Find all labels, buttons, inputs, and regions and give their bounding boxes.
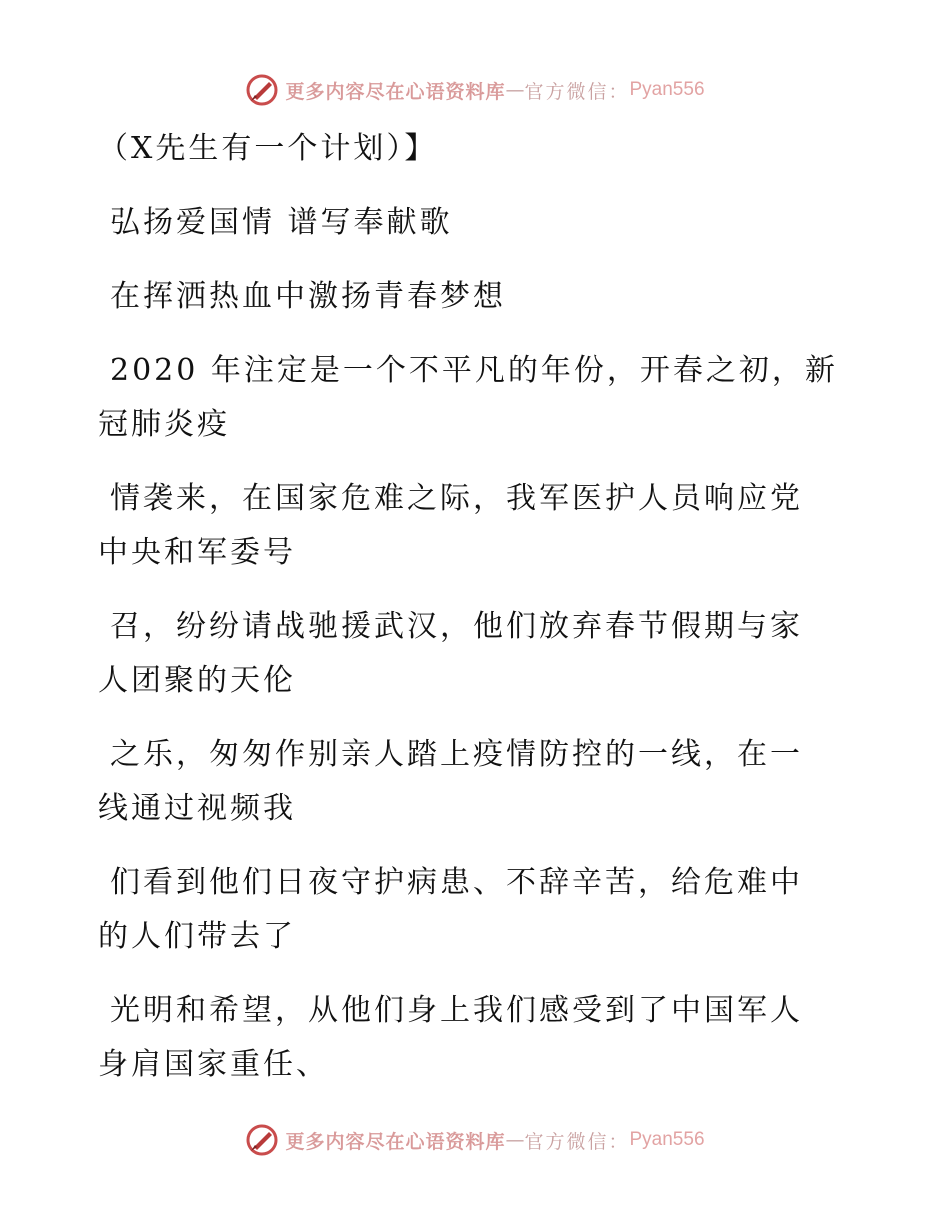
text-line: 的人们带去了 xyxy=(98,919,296,954)
paragraph-2 xyxy=(98,270,858,324)
watermark-official-label: 官方微信： xyxy=(524,1130,630,1153)
paragraph-8 xyxy=(98,984,858,1092)
watermark-dash: — xyxy=(505,79,525,101)
watermark-brand-text: 更多内容尽在心语资料库 xyxy=(285,80,506,103)
paragraph-5 xyxy=(98,600,858,708)
text-line: 光明和希望，从他们身上我们感受到了中国军人 xyxy=(110,993,803,1028)
text-line: 冠肺炎疫 xyxy=(98,407,230,442)
brand-logo-icon xyxy=(245,73,279,107)
text-line: 人团聚的天伦 xyxy=(98,663,296,698)
watermark-wechat-id: Pyan556 xyxy=(629,1129,705,1150)
watermark-official-label: 官方微信： xyxy=(524,80,630,103)
document-body xyxy=(98,122,858,1092)
text-line: 在挥洒热血中激扬青春梦想 xyxy=(110,279,506,314)
text-line: 召，纷纷请战驰援武汉，他们放弃春节假期与家 xyxy=(110,609,803,644)
watermark-brand-text: 更多内容尽在心语资料库 xyxy=(285,1130,506,1153)
paragraph-4 xyxy=(98,472,858,580)
brand-logo-icon xyxy=(245,1123,279,1157)
text-line: 情袭来，在国家危难之际，我军医护人员响应党 xyxy=(110,481,803,516)
watermark-wechat-id: Pyan556 xyxy=(629,79,705,100)
text-line: （X先生有一个计划）】 xyxy=(98,131,438,166)
paragraph-7 xyxy=(98,856,858,964)
text-line: 身肩国家重任、 xyxy=(98,1047,329,1082)
text-line: 弘扬爱国情 谱写奉献歌 xyxy=(110,205,453,240)
header-watermark xyxy=(0,70,950,110)
text-line: 之乐，匆匆作别亲人踏上疫情防控的一线，在一 xyxy=(110,737,803,772)
paragraph-0 xyxy=(98,122,858,176)
paragraph-6 xyxy=(98,728,858,836)
text-line: 中央和军委号 xyxy=(98,535,296,570)
footer-watermark xyxy=(0,1120,950,1160)
text-line: 2020 年注定是一个不平凡的年份，开春之初，新 xyxy=(110,353,838,388)
text-line: 们看到他们日夜守护病患、不辞辛苦，给危难中 xyxy=(110,865,803,900)
paragraph-1 xyxy=(98,196,858,250)
watermark-dash: — xyxy=(505,1129,525,1151)
text-line: 线通过视频我 xyxy=(98,791,296,826)
paragraph-3 xyxy=(98,344,858,452)
